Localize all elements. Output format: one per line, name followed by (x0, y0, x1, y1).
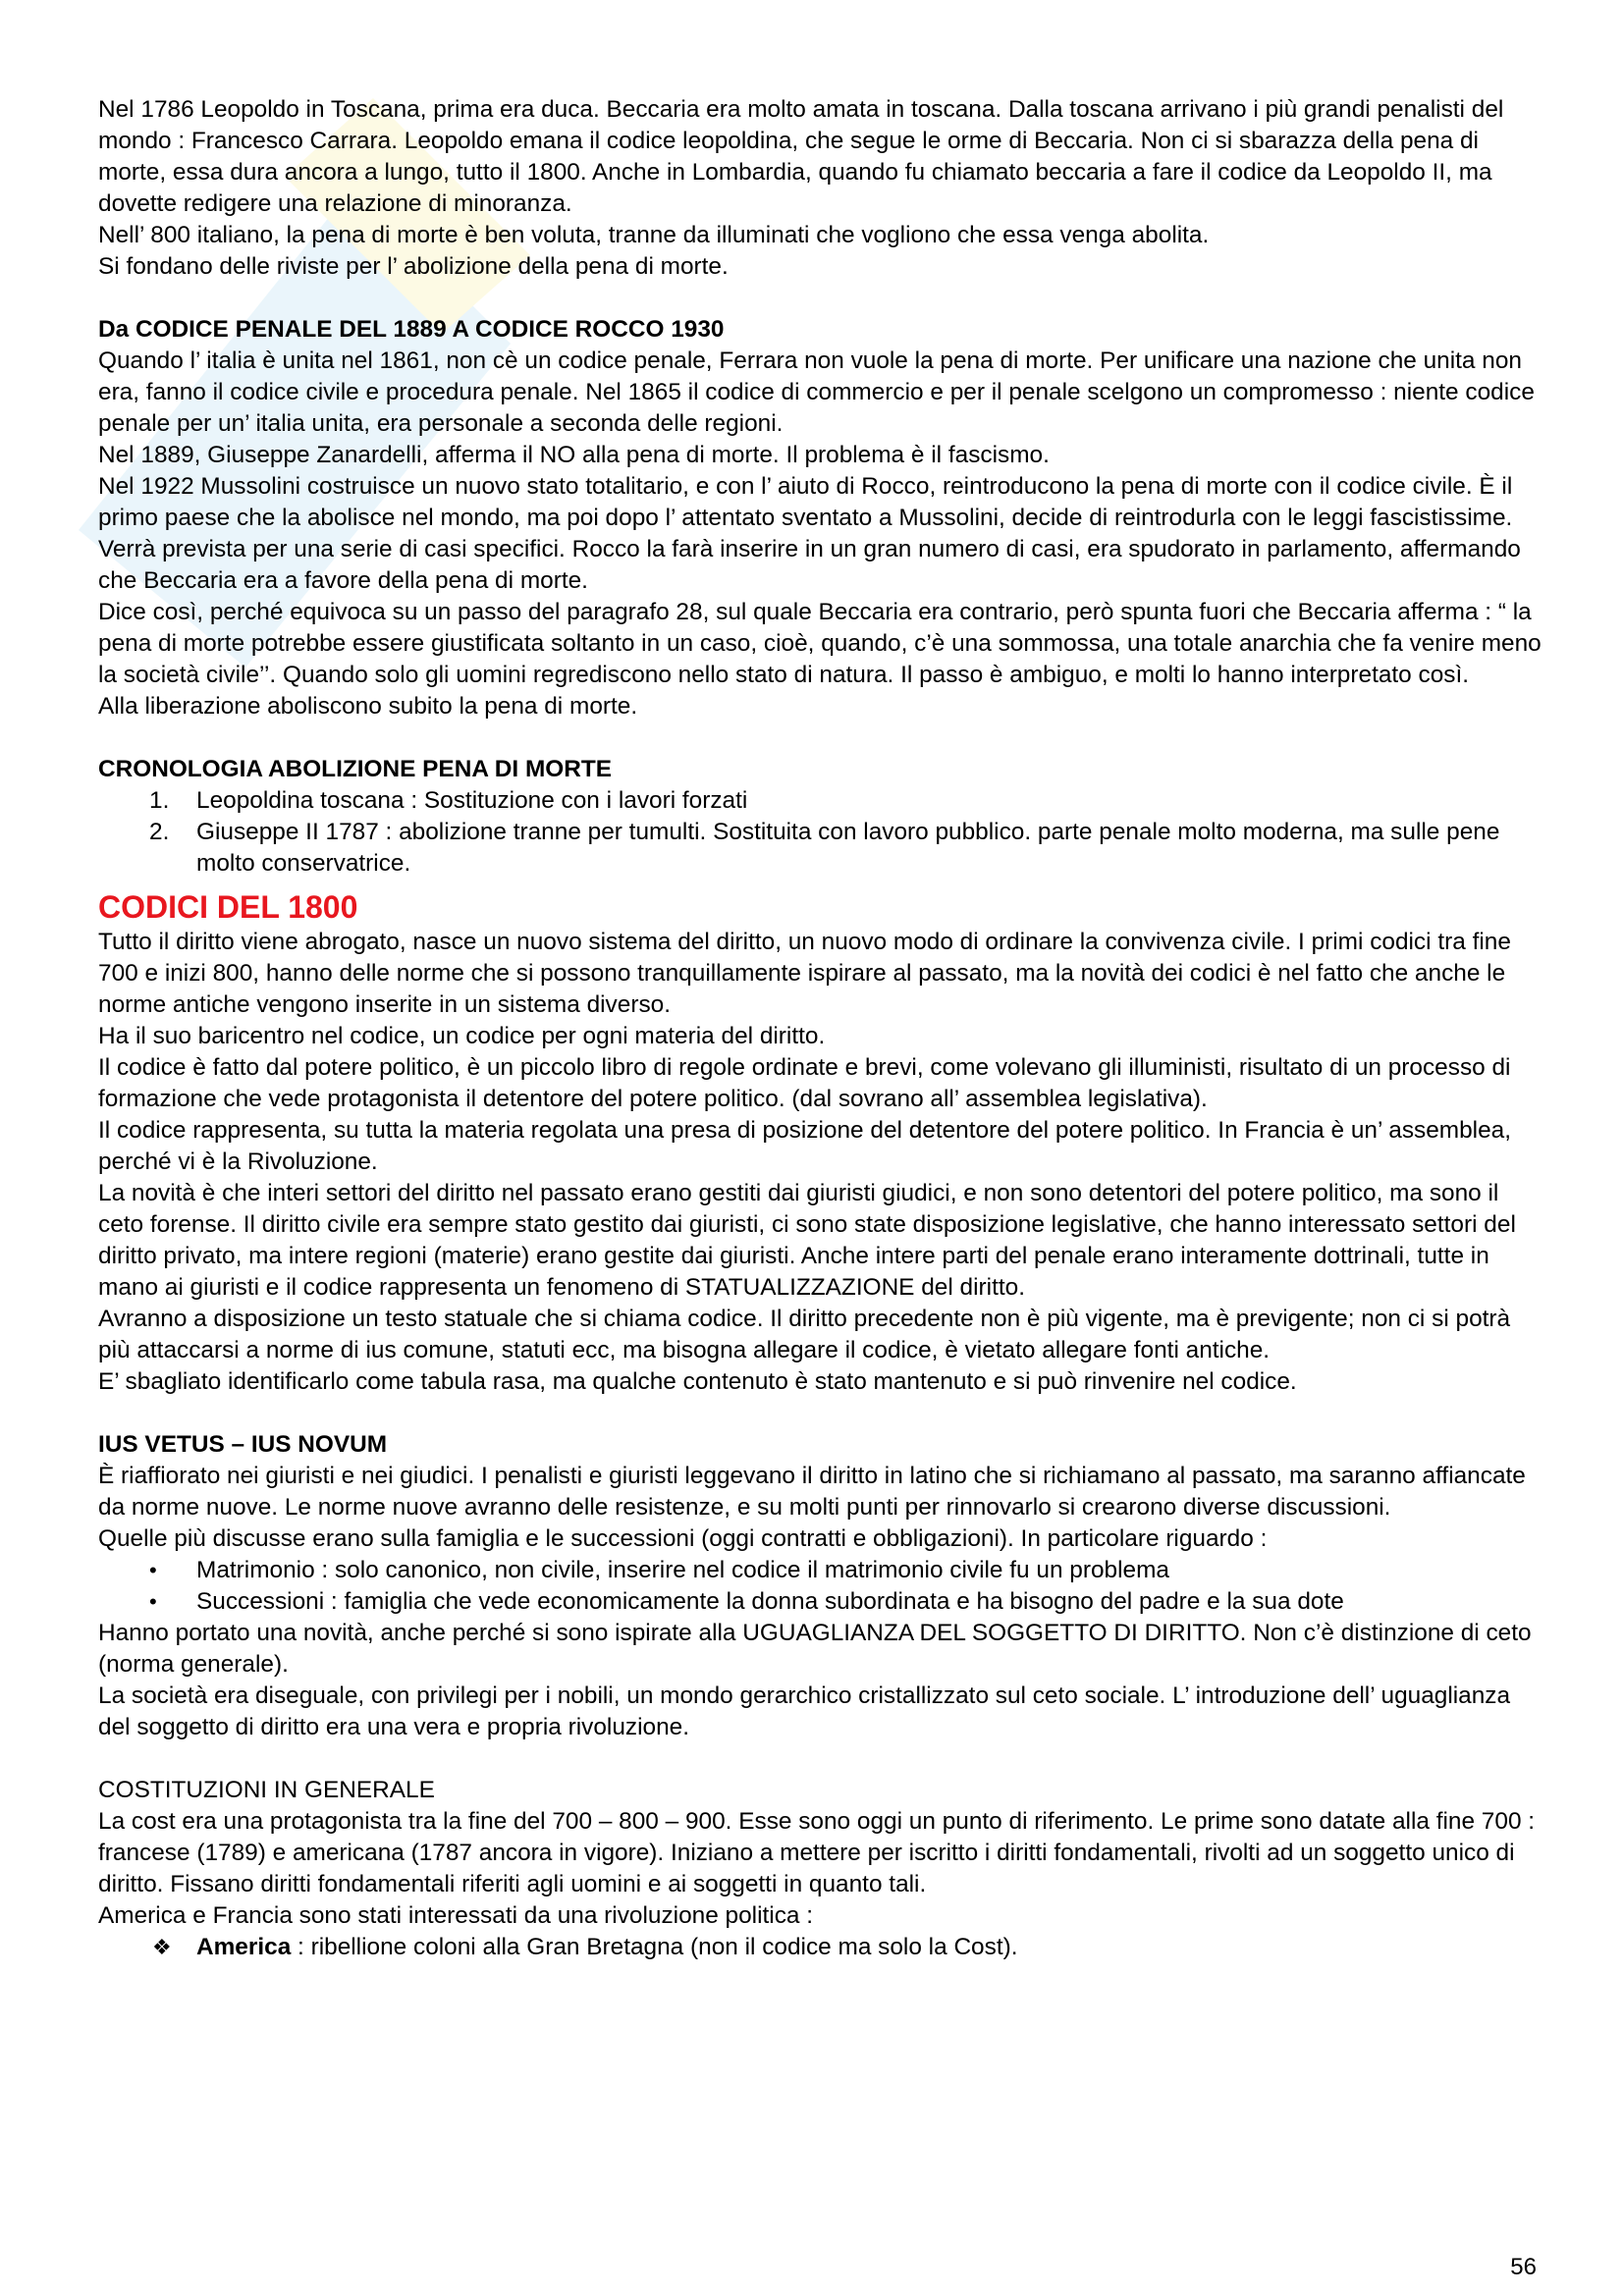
bullet-icon: • (149, 1589, 157, 1614)
document-page (98, 94, 1542, 1963)
paragraph: Si fondano delle riviste per l’ abolizione della pena di morte. (98, 253, 729, 280)
chapter-title: CODICI DEL 1800 (98, 889, 358, 925)
list-item-text: : ribellione coloni alla Gran Bretagna (non il codice ma solo la Cost). (291, 1934, 1018, 1960)
bullet-list (98, 1555, 1542, 1618)
list-item (98, 1586, 1542, 1618)
paragraph: Il codice rappresenta, su tutta la materia regolata una presa di posizione del detentore del potere politico. In Francia è un’ assemblea, perché vi è la Rivoluzione. (98, 1117, 1511, 1175)
paragraph: Nel 1889, Giuseppe Zanardelli, afferma il NO alla pena di morte. Il problema è il fascismo. (98, 442, 1050, 468)
list-number: 2. (149, 819, 170, 845)
list-number: 1. (149, 787, 170, 814)
paragraph: Nel 1922 Mussolini costruisce un nuovo stato totalitario, e con l’ aiuto di Rocco, reintroducono la pena di morte con il codice civile. È il primo paese che la abolisce nel mondo, ma poi dopo l’ attentato sventato a Mussolini, decide di reintrodurla con le leggi fascistissime. Verrà prevista per una serie di casi specifici. Rocco la farà inserire in un gran numero di casi, era spudorato in parlamento, affermando che Beccaria era a favore della pena di morte. (98, 473, 1521, 594)
list-item (98, 817, 1542, 880)
diamond-list (98, 1932, 1542, 1963)
paragraph: È riaffiorato nei giuristi e nei giudici. I penalisti e giuristi leggevano il diritto in latino che si richiamano al passato, ma saranno affiancate da norme nuove. Le norme nuove avranno delle resistenze, e su molti punti per rinnovarlo si crearono diverse discussioni. (98, 1463, 1526, 1521)
paragraph: Avranno a disposizione un testo statuale che si chiama codice. Il diritto precedente non è più vigente, ma è previgente; non ci si potrà più attaccarsi a norme di ius comune, statuti ecc, ma bisogna allegare il codice, è vietato allegare fonti antiche. (98, 1306, 1511, 1363)
section-heading: CRONOLOGIA ABOLIZIONE PENA DI MORTE (98, 756, 613, 782)
bullet-icon: • (149, 1558, 157, 1582)
list-item-bold: America (196, 1934, 292, 1960)
paragraph: Dice così, perché equivoca su un passo del paragrafo 28, sul quale Beccaria era contrario, però spunta fuori che Beccaria afferma : “ la pena di morte potrebbe essere giustificata soltanto in un caso, cioè, quando, c’è una sommossa, una totale anarchia che fa venire meno la società civile’’. Quando solo gli uomini regrediscono nello stato di natura. Il passo è ambiguo, e molti lo hanno interpretato così. (98, 599, 1542, 688)
paragraph: E’ sbagliato identificarlo come tabula rasa, ma qualche contenuto è stato mantenuto e si può rinvenire nel codice. (98, 1368, 1297, 1395)
section-heading: IUS VETUS – IUS NOVUM (98, 1431, 388, 1458)
paragraph: La società era diseguale, con privilegi per i nobili, un mondo gerarchico cristallizzato sul ceto sociale. L’ introduzione dell’ uguaglianza del soggetto di diritto era una vera e propria rivoluzione. (98, 1682, 1511, 1740)
list-item (98, 785, 1542, 817)
paragraph: Nell’ 800 italiano, la pena di morte è ben voluta, tranne da illuminati che vogliono che essa venga abolita. (98, 222, 1210, 248)
section-heading: Da CODICE PENALE DEL 1889 A CODICE ROCCO 1930 (98, 316, 725, 343)
paragraph: America e Francia sono stati interessati da una rivoluzione politica : (98, 1902, 814, 1929)
list-item-text: Matrimonio : solo canonico, non civile, inserire nel codice il matrimonio civile fu un problema (196, 1557, 1169, 1583)
numbered-list (98, 785, 1542, 880)
list-item-text: Successioni : famiglia che vede economicamente la donna subordinata e ha bisogno del padre e la sua dote (196, 1588, 1344, 1615)
paragraph: Il codice è fatto dal potere politico, è un piccolo libro di regole ordinate e brevi, come volevano gli illuministi, risultato di un processo di formazione che vede protagonista il detentore del potere politico. (dal sovrano all’ assemblea legislativa). (98, 1054, 1511, 1112)
list-item (98, 1932, 1542, 1963)
paragraph: Nel 1786 Leopoldo in Toscana, prima era duca. Beccaria era molto amata in toscana. Dalla toscana arrivano i più grandi penalisti del mondo : Francesco Carrara. Leopoldo emana il codice leopoldina, che segue le orme di Beccaria. Non ci si sbarazza della pena di morte, essa dura ancora a lungo, tutto il 1800. Anche in Lombardia, quando fu chiamato beccaria a fare il codice da Leopoldo II, ma dovette redigere una relazione di minoranza. (98, 96, 1504, 217)
paragraph: La novità è che interi settori del diritto nel passato erano gestiti dai giuristi giudici, e non sono detentori del potere politico, ma sono il ceto forense. Il diritto civile era sempre stato gestito dai giuristi, ci sono state disposizione legislative, che hanno interessato settori del diritto privato, ma intere regioni (materie) erano gestite dai giuristi. Anche intere parti del penale erano interamente dottrinali, tutte in mano ai giuristi e il codice rappresenta un fenomeno di STATUALIZZAZIONE del diritto. (98, 1180, 1516, 1301)
section-heading: COSTITUZIONI IN GENERALE (98, 1777, 435, 1803)
list-item-text: Leopoldina toscana : Sostituzione con i lavori forzati (196, 787, 748, 814)
paragraph: Hanno portato una novità, anche perché si sono ispirate alla UGUAGLIANZA DEL SOGGETTO DI DIRITTO. Non c’è distinzione di ceto (norma generale). (98, 1620, 1532, 1678)
list-item (98, 1555, 1542, 1586)
diamond-bullet-icon: ❖ (152, 1935, 172, 1959)
paragraph: Quando l’ italia è unita nel 1861, non cè un codice penale, Ferrara non vuole la pena di morte. Per unificare una nazione che unita non era, fanno il codice civile e procedura penale. Nel 1865 il codice di commercio e per il penale scelgono un compromesso : niente codice penale per un’ italia unita, era personale a seconda delle regioni. (98, 347, 1535, 437)
list-item-text: Giuseppe II 1787 : abolizione tranne per tumulti. Sostituita con lavoro pubblico. parte penale molto moderna, ma sulle pene molto conservatrice. (196, 819, 1500, 877)
paragraph: Tutto il diritto viene abrogato, nasce un nuovo sistema del diritto, un nuovo modo di ordinare la convivenza civile. I primi codici tra fine 700 e inizi 800, hanno delle norme che si possono tranquillamente ispirare al passato, ma la novità dei codici è nel fatto che anche le norme antiche vengono inserite in un sistema diverso. (98, 929, 1511, 1018)
paragraph: Alla liberazione aboliscono subito la pena di morte. (98, 693, 638, 720)
paragraph: La cost era una protagonista tra la fine del 700 – 800 – 900. Esse sono oggi un punto di riferimento. Le prime sono datate alla fine 700 : francese (1789) e americana (1787 ancora in vigore). Iniziano a mettere per iscritto i diritti fondamentali, rivolti ad un soggetto unico di diritto. Fissano diritti fondamentali riferiti agli uomini e ai soggetti in quanto tali. (98, 1808, 1536, 1897)
page-number: 56 (1510, 2254, 1537, 2280)
paragraph: Ha il suo baricentro nel codice, un codice per ogni materia del diritto. (98, 1023, 826, 1049)
paragraph: Quelle più discusse erano sulla famiglia e le successioni (oggi contratti e obbligazioni). In particolare riguardo : (98, 1525, 1268, 1552)
